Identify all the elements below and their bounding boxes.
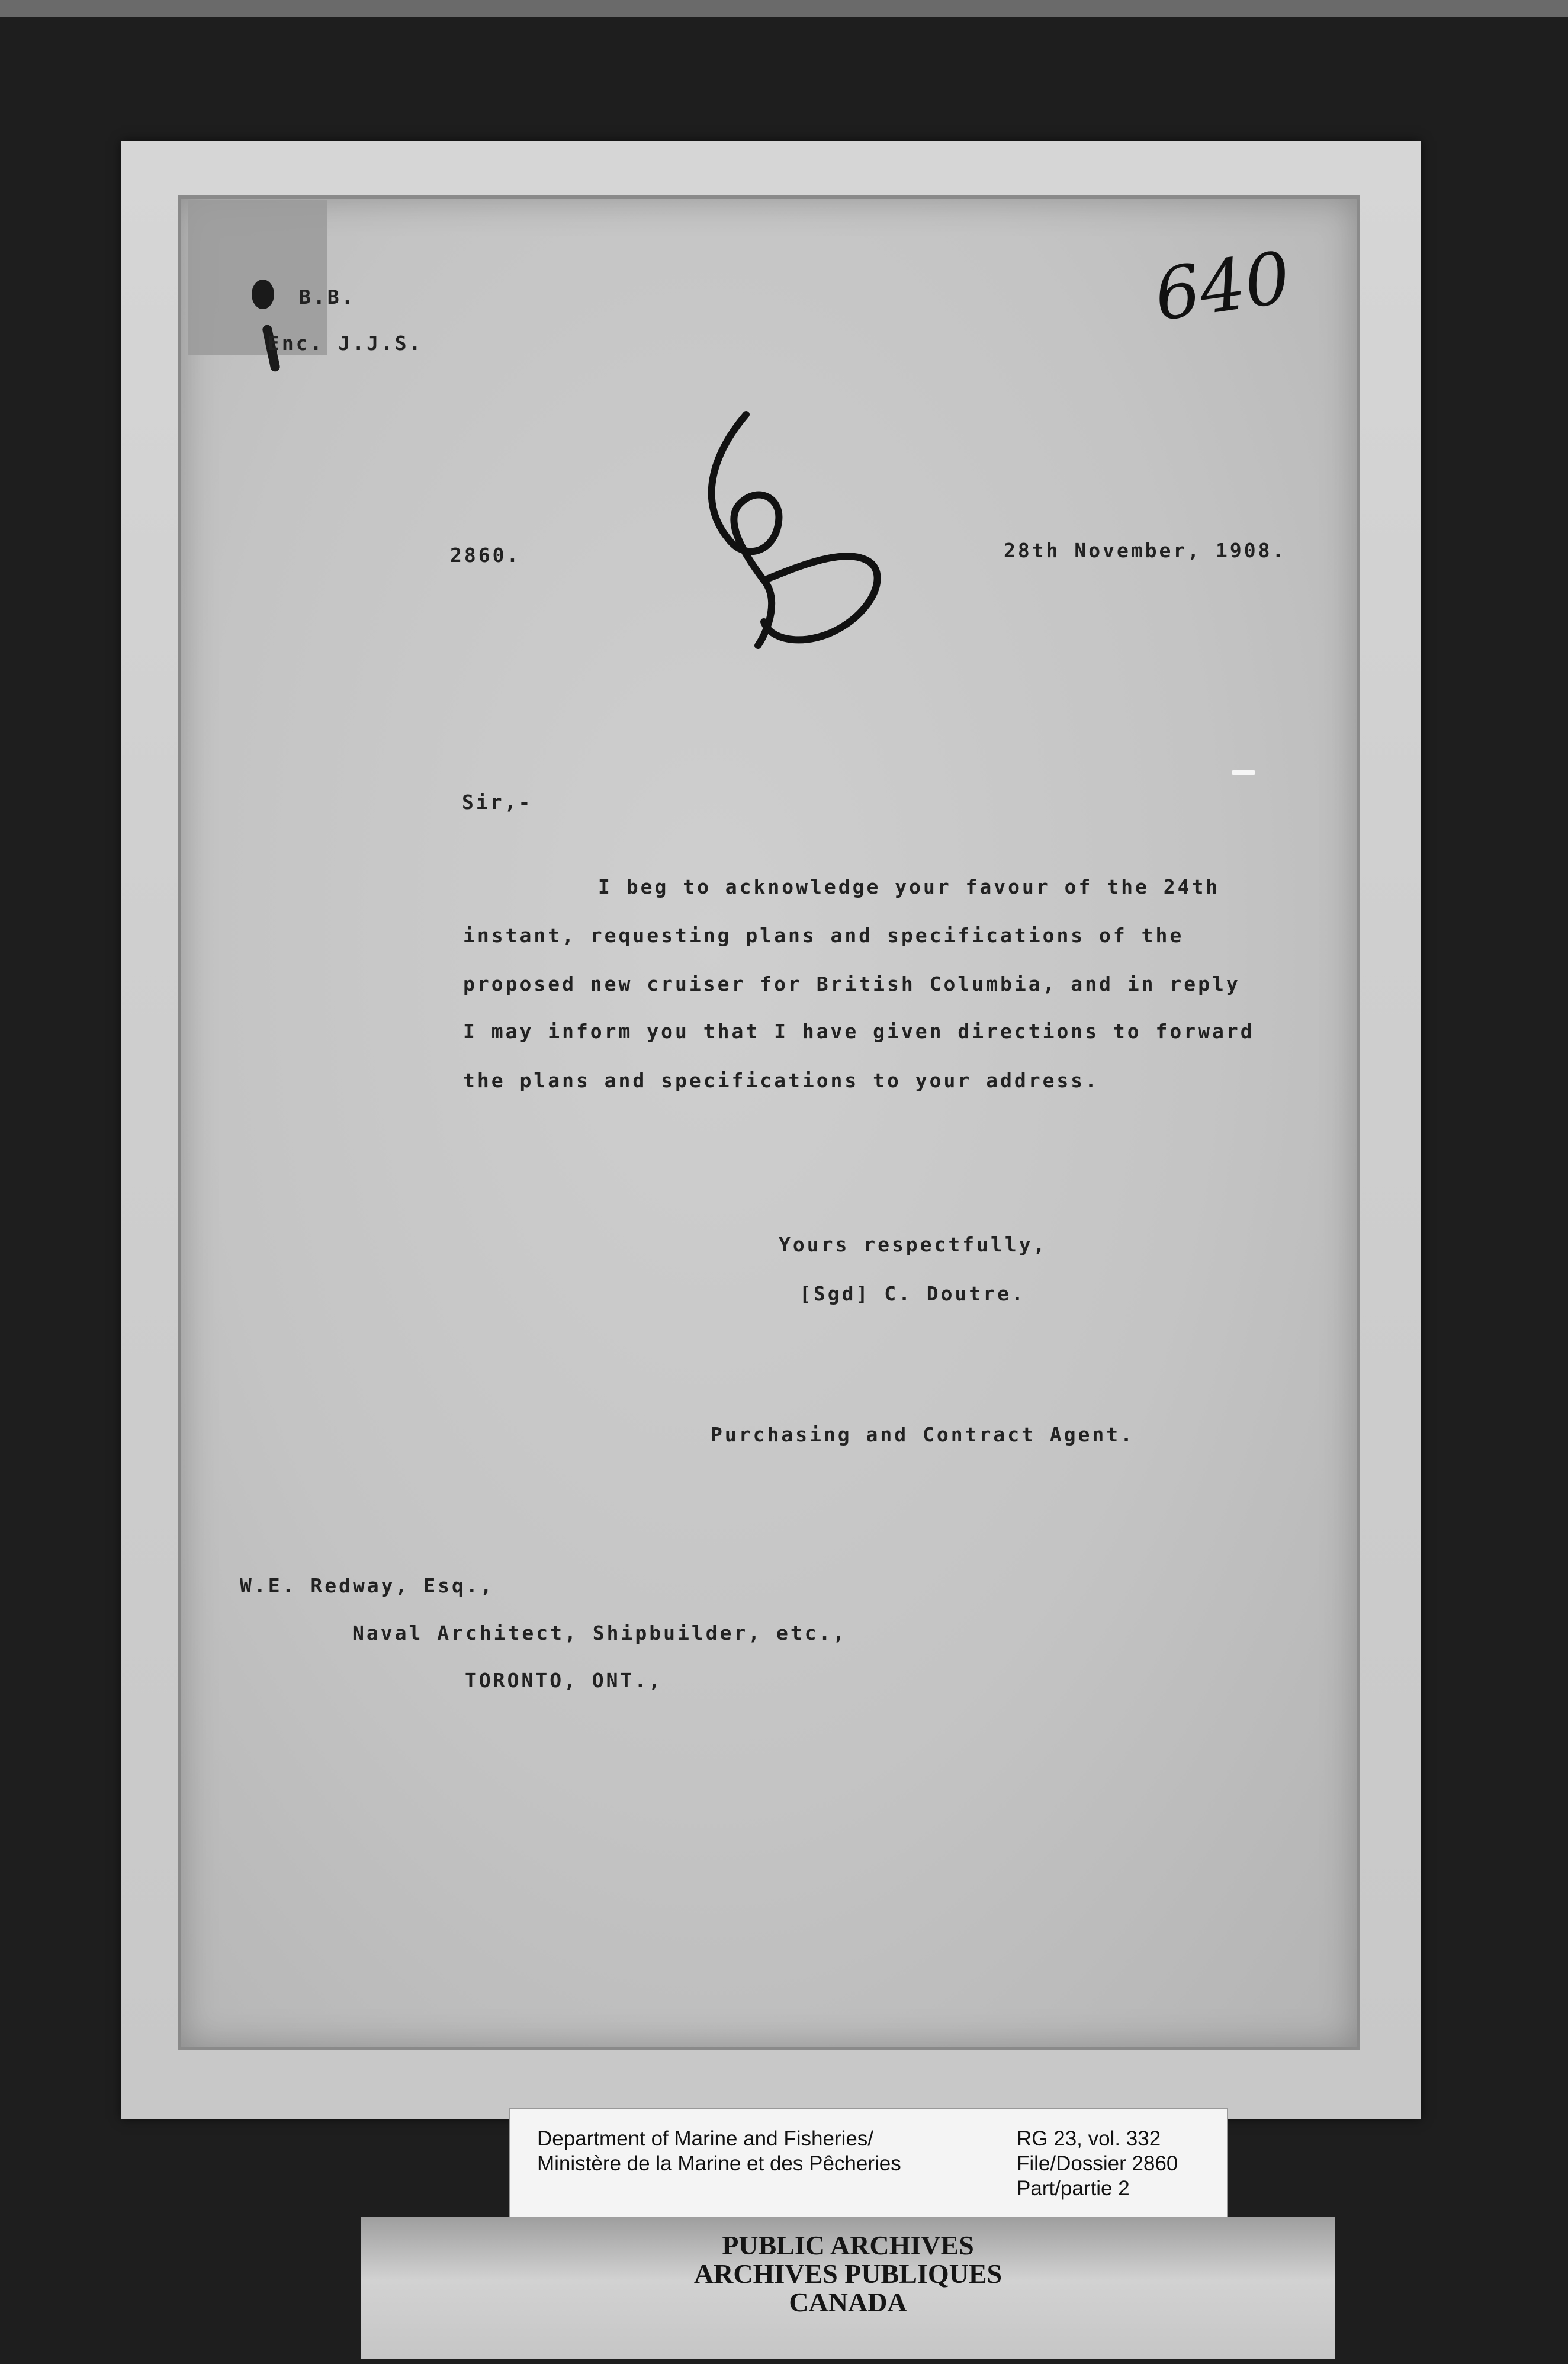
- dept-french: Ministère de la Marine et des Pêcheries: [537, 2152, 901, 2175]
- addressee-city: TORONTO, ONT.,: [465, 1669, 663, 1692]
- scanner-edge: [0, 0, 1568, 17]
- body-line: the plans and specifications to your address.: [463, 1069, 1100, 1092]
- initials-line-2: Enc. J.J.S.: [268, 332, 423, 355]
- archive-reference-label: [509, 2108, 1228, 2222]
- stamp-line-3: CANADA: [789, 2287, 907, 2317]
- signatory-title: Purchasing and Contract Agent.: [711, 1423, 1135, 1446]
- ref-file: File/Dossier 2860: [1017, 2152, 1178, 2175]
- body-line: I may inform you that I have given directions to forward: [463, 1020, 1255, 1043]
- stamp-line-2: ARCHIVES PUBLIQUES: [693, 2259, 1003, 2289]
- scan-blemish: [1232, 770, 1255, 775]
- closing: Yours respectfully,: [779, 1233, 1048, 1256]
- handwritten-mark-6: [675, 403, 906, 657]
- dept-english: Department of Marine and Fisheries/: [537, 2127, 874, 2150]
- stamp-line-1: PUBLIC ARCHIVES: [722, 2230, 974, 2260]
- letter-date: 28th November, 1908.: [1004, 539, 1287, 562]
- body-line: I beg to acknowledge your favour of the 24th: [598, 875, 1220, 898]
- body-line: instant, requesting plans and specifications of the: [463, 924, 1184, 947]
- file-number: 2860.: [450, 544, 521, 567]
- addressee-title: Naval Architect, Shipbuilder, etc.,: [352, 1621, 847, 1644]
- signature: [Sgd] C. Doutre.: [799, 1282, 1026, 1305]
- folio-number: 640: [1149, 236, 1296, 338]
- paper-clip-icon: [252, 280, 274, 309]
- addressee-name: W.E. Redway, Esq.,: [240, 1574, 494, 1597]
- body-line: proposed new cruiser for British Columbia, and in reply: [463, 972, 1241, 995]
- salutation: Sir,-: [462, 791, 533, 814]
- ref-rg: RG 23, vol. 332: [1017, 2127, 1161, 2150]
- archives-stamp: [361, 2217, 1335, 2359]
- ref-part: Part/partie 2: [1017, 2177, 1130, 2200]
- initials-line-1: B.B.: [299, 285, 356, 309]
